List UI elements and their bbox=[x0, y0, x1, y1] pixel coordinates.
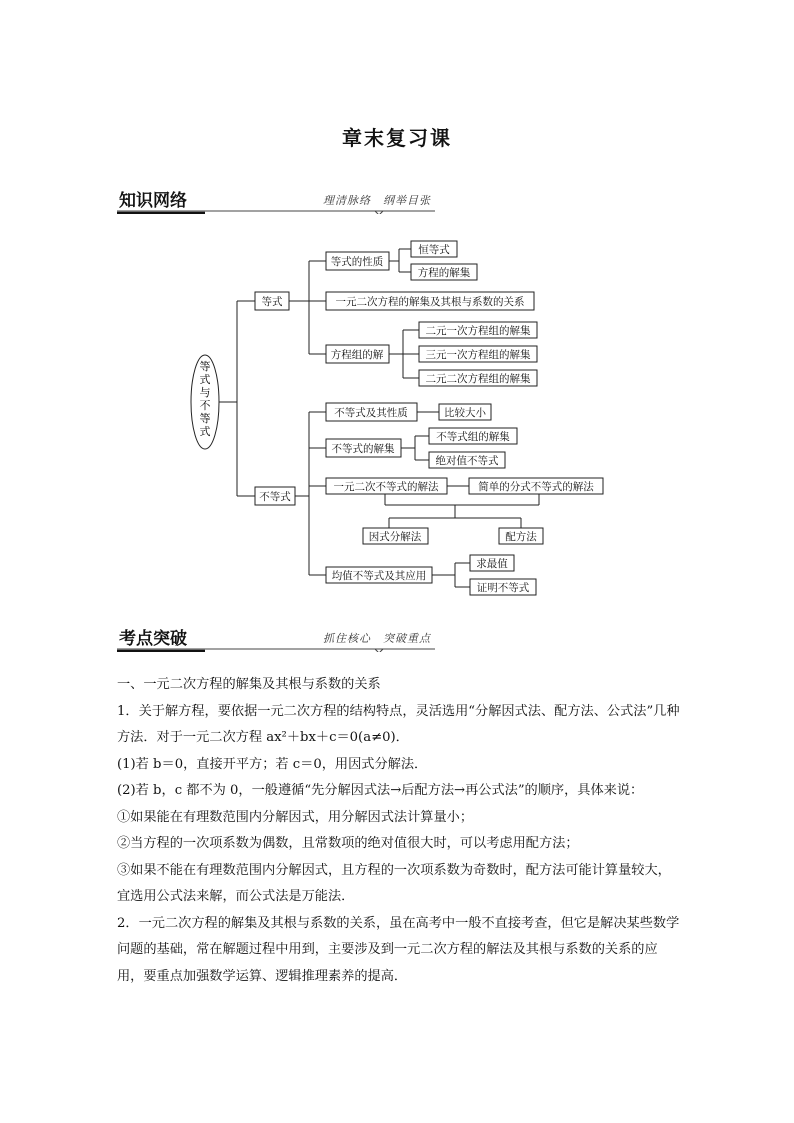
node-mean-ineq: 均值不等式及其应用 bbox=[331, 570, 427, 582]
section-subtitle: 抓住核心 突破重点 bbox=[323, 632, 431, 645]
section-heading: 知识网络 bbox=[119, 191, 187, 211]
root-char: 式 bbox=[199, 373, 211, 386]
root-char: 式 bbox=[199, 425, 211, 438]
node-sys-3-1: 三元一次方程组的解集 bbox=[425, 349, 531, 361]
node-identity: 恒等式 bbox=[418, 244, 450, 256]
node-eq: 等式 bbox=[261, 296, 283, 308]
content-body bbox=[117, 672, 682, 990]
paragraph: ③如果不能在有理数范围内分解因式，且方程的一次项系数为奇数时，配方法可能计算量较大，宜选用公式法来解，而公式法是万能法． bbox=[117, 862, 671, 904]
root-char: 等 bbox=[199, 360, 211, 373]
section-heading: 考点突破 bbox=[119, 629, 187, 649]
node-compare: 比较大小 bbox=[444, 407, 486, 419]
paragraph: (2)若 b，c 都不为 0，一般遵循“先分解因式法→后配方法→再公式法”的顺序，具体来说： bbox=[117, 783, 644, 798]
node-eq-props: 等式的性质 bbox=[330, 256, 384, 268]
node-system-solution: 方程组的解 bbox=[330, 349, 384, 361]
page-title: 章末复习课 bbox=[342, 126, 452, 150]
paragraph: 1．关于解方程，要依据一元二次方程的结构特点，灵活选用“分解因式法、配方法、公式法”几种方法．对于一元二次方程 ax²＋bx＋c＝0(a≠0)． bbox=[117, 703, 680, 745]
node-factor: 因式分解法 bbox=[368, 531, 422, 543]
node-sys-2-1: 二元一次方程组的解集 bbox=[425, 325, 531, 337]
node-extremum: 求最值 bbox=[476, 558, 508, 570]
node-quad-ineq: 一元二次不等式的解法 bbox=[333, 481, 439, 493]
diagram-boxes bbox=[255, 241, 603, 595]
section-subtitle: 理清脉络 纲举目张 bbox=[323, 194, 431, 207]
node-ineq-props: 不等式及其性质 bbox=[334, 407, 408, 419]
section-header-breakthrough bbox=[117, 624, 435, 652]
node-frac-ineq: 简单的分式不等式的解法 bbox=[478, 481, 594, 493]
paragraph: 2．一元二次方程的解集及其根与系数的关系，虽在高考中一般不直接考查，但它是解决某些数学问题的基础，常在解题过程中用到，主要涉及到一元二次方程的解法及其根与系数的关系的应用，要重点加强数学运算、逻辑推理素养的提高． bbox=[117, 915, 680, 984]
node-sys-2-2: 二元二次方程组的解集 bbox=[425, 373, 531, 385]
paragraph: (1)若 b＝0，直接开平方；若 c＝0，用因式分解法． bbox=[117, 756, 428, 772]
root-char: 等 bbox=[199, 412, 211, 425]
paragraph: ②当方程的一次项系数为偶数，且常数项的绝对值很大时，可以考虑用配方法； bbox=[117, 836, 579, 851]
node-ineq: 不等式 bbox=[259, 491, 291, 503]
paragraph: ①如果能在有理数范围内分解因式，用分解因式法计算量小； bbox=[117, 809, 474, 825]
node-complete-square: 配方法 bbox=[505, 531, 537, 543]
node-abs-ineq: 绝对值不等式 bbox=[435, 455, 499, 467]
knowledge-network-diagram bbox=[185, 236, 615, 600]
node-eq-solution: 方程的解集 bbox=[417, 267, 471, 279]
diagram-root-node bbox=[191, 355, 219, 449]
root-char: 与 bbox=[199, 386, 211, 399]
section-header-knowledge bbox=[117, 186, 435, 214]
node-quadratic-relation: 一元二次方程的解集及其根与系数的关系 bbox=[335, 296, 525, 308]
content-heading: 一、一元二次方程的解集及其根与系数的关系 bbox=[117, 677, 381, 692]
node-ineq-group: 不等式组的解集 bbox=[436, 431, 510, 443]
node-ineq-solution: 不等式的解集 bbox=[331, 443, 395, 455]
node-prove-ineq: 证明不等式 bbox=[476, 582, 530, 594]
root-char: 不 bbox=[199, 399, 211, 412]
